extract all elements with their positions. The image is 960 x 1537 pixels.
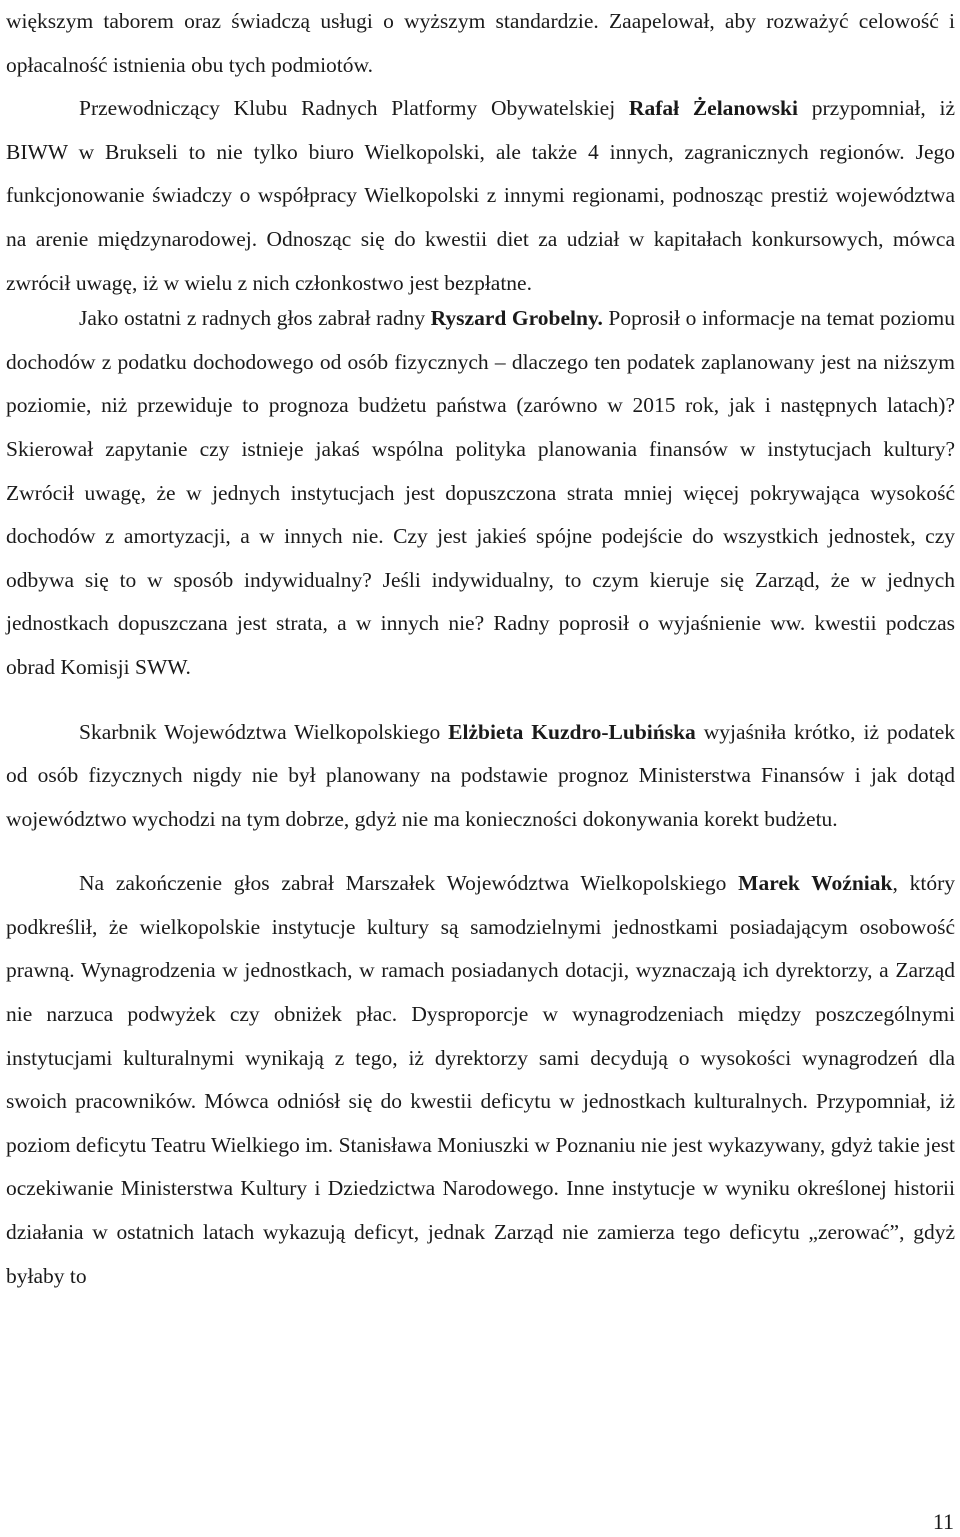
paragraph-kuzdro-lubinska xyxy=(6,711,955,842)
text-run: wyjaśniła krótko, iż podatek od osób fizycznych nigdy nie był planowany na podstawie prognoz Ministerstwa Finansów i jak dotąd województwo wychodzi na tym dobrze, gdyż nie ma konieczności dokonywania korekt budżetu. xyxy=(6,719,955,831)
text-run: Przewodniczący Klubu Radnych Platformy Obywatelskiej xyxy=(79,96,629,121)
paragraph-grobelny xyxy=(6,297,955,689)
speaker-name: Elżbieta Kuzdro-Lubińska xyxy=(448,719,696,744)
paragraph-continuation xyxy=(6,0,955,87)
text-run: przypomniał, iż BIWW w Brukseli to nie tylko biuro Wielkopolski, ale także 4 innych, zagranicznych regionów. Jego funkcjonowanie świadczy o współpracy Wielkopolski z innymi regionami, podnosząc prestiż województwa na arenie międzynarodowej. Odnosząc się do kwestii diet za udział w kapitałach konkursowych, mówca zwrócił uwagę, iż w wielu z nich członkostwo jest bezpłatne. xyxy=(6,96,955,295)
speaker-name: Marek Woźniak xyxy=(738,871,893,896)
text-run: Na zakończenie głos zabrał Marszałek Województwa Wielkopolskiego xyxy=(79,871,739,896)
text-run: większym taborem oraz świadczą usługi o wyższym standardzie. Zaapelował, aby rozważyć celowość i opłacalność istnienia obu tych podmiotów. xyxy=(6,9,955,77)
speaker-name: Rafał Żelanowski xyxy=(628,96,798,121)
text-run: Skarbnik Województwa Wielkopolskiego xyxy=(79,719,449,744)
paragraph-zelanowski xyxy=(6,87,955,305)
speaker-name: Ryszard Grobelny. xyxy=(430,306,603,331)
text-run: Poprosił o informacje na temat poziomu dochodów z podatku dochodowego od osób fizycznych – dlaczego ten podatek zaplanowany jest na niższym poziomie, niż przewiduje to prognoza budżetu państwa (zarówno w 2015 rok, jak i następnych latach)? Skierował zapytanie czy istnieje jakaś wspólna polityka planowania finansów w instytucjach kultury? Zwrócił uwagę, że w jednych instytucjach jest dopuszczona strata mniej więcej pokrywająca wysokość dochodów z amortyzacji, a w innych nie. Czy jest jakieś spójne podejście do wszystkich jednostek, czy odbywa się to w sposób indywidualny? Jeśli indywidualny, to czym kieruje się Zarząd, że w jednych jednostkach dopuszczana jest strata, a w innych nie? Radny poprosił o wyjaśnienie ww. kwestii podczas obrad Komisji SWW. xyxy=(6,306,955,679)
text-run: Jako ostatni z radnych głos zabrał radny xyxy=(79,306,431,331)
text-run: , który podkreślił, że wielkopolskie instytucje kultury są samodzielnymi jednostkami posiadającym osobowość prawną. Wynagrodzenia w jednostkach, w ramach posiadanych dotacji, wyznaczają ich dyrektorzy, a Zarząd nie narzuca podwyżek czy obniżek płac. Dysproporcje w wynagrodzeniach między poszczególnymi instytucjami kulturalnymi wynikają z tego, iż dyrektorzy sami decydują o wysokości wynagrodzeń dla swoich pracowników. Mówca odniósł się do kwestii deficytu w jednostkach kulturalnych. Przypomniał, iż poziom deficytu Teatru Wielkiego im. Stanisława Moniuszki w Poznaniu nie jest wykazywany, gdyż takie jest oczekiwanie Ministerstwa Kultury i Dziedzictwa Narodowego. Inne instytucje w wyniku określonej historii działania w ostatnich latach wykazują deficyt, jednak Zarząd nie zamierza tego deficytu „zerować”, gdyż byłaby to xyxy=(6,871,955,1288)
document-page xyxy=(6,0,955,1298)
page-number: 11 xyxy=(932,1509,954,1534)
paragraph-wozniak xyxy=(6,862,955,1298)
